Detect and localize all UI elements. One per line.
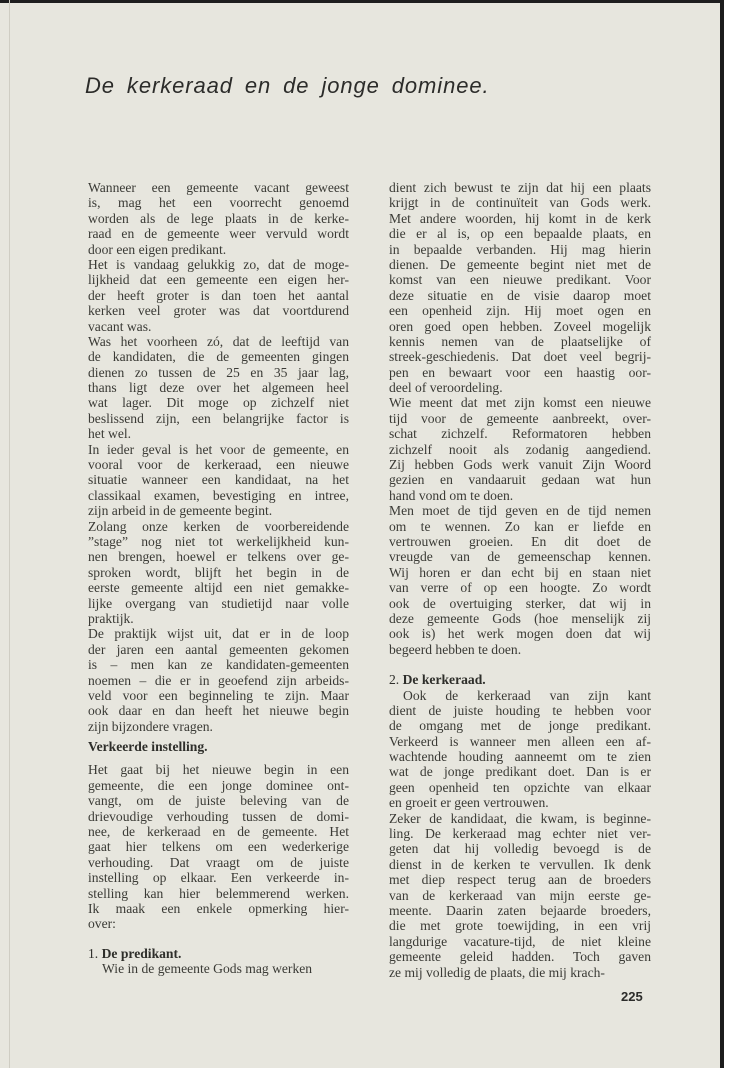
scan-edge-right — [720, 0, 724, 1068]
text-line: begeerd hebben te doen. — [389, 641, 522, 657]
text-line: der jaren een aantal gemeenten gekomen — [88, 641, 349, 657]
section-number: 2. — [389, 672, 400, 688]
text-line: In ieder geval is het voor de gemeente, en — [88, 441, 349, 457]
paragraph — [88, 762, 349, 931]
paragraph — [88, 519, 349, 627]
text-line: ”stage” nog niet tot werkelijkheid kun- — [88, 533, 349, 549]
text-line: thans ligt deze over het algemeen heel — [88, 380, 349, 396]
text-line: worden als de lege plaats in de kerke- — [88, 210, 349, 226]
text-line: in bepaalde verbanden. Hij mag hierin — [389, 241, 651, 257]
text-line: een openheid zijn. Hij moet ogen en — [389, 303, 651, 319]
text-line: tijd voor de gemeente aanbreekt, over- — [389, 410, 651, 426]
text-line: ook daar en dan heeft het nieuwe begin — [88, 703, 349, 719]
text-line: vreugde van de gemeenschap kennen. — [389, 549, 651, 565]
text-line: vacant was. — [88, 318, 152, 334]
text-line: Ik maak een enkele opmerking hier- — [88, 900, 349, 916]
text-line: kerken veel groter was dat voortdurend — [88, 303, 349, 319]
page-number: 225 — [621, 989, 643, 1004]
text-line: die met grote toewijding, in een vrij — [389, 918, 651, 934]
text-line: De praktijk wijst uit, dat er in de loop — [88, 626, 349, 642]
text-line: dienen. De gemeente begint niet met de — [389, 256, 651, 272]
paragraph — [88, 257, 349, 334]
text-line: vooral voor de kerkeraad, een nieuwe — [88, 457, 349, 473]
text-line: wat lager. Dit moge op zichzelf niet — [88, 395, 349, 411]
text-line: dient zich bewust te zijn dat hij een plaats — [389, 180, 651, 195]
text-line: Men moet de tijd geven en de tijd nemen — [389, 503, 651, 519]
paragraph — [88, 180, 349, 257]
section-title: De predikant. — [101, 945, 182, 961]
text-line: van verre of op een hoogte. Zo wordt — [389, 580, 651, 596]
text-line: Het is vandaag gelukkig zo, dat de moge- — [88, 256, 349, 272]
text-line: door een eigen predikant. — [88, 241, 227, 257]
left-paragraphs — [88, 180, 349, 734]
text-line: geten dat hij volledig bevoegd is de — [389, 841, 651, 857]
text-line: gemeente geleid hadden. Toch gaven — [389, 949, 651, 965]
text-line: situatie wanneer een kandidaat, na het — [88, 472, 349, 488]
text-line: classikaal examen, bevestiging en intree, — [88, 487, 349, 503]
text-line: de kandidaten, die de gemeenten gingen — [88, 349, 349, 365]
text-line: Wij horen er dan echt bij en staan niet — [389, 564, 651, 580]
text-line: Zolang onze kerken de voorbereidende — [88, 518, 349, 534]
text-line: is, mag het een voorrecht genoemd — [88, 195, 349, 211]
text-line: Zeker de kandidaat, die kwam, is beginne- — [389, 810, 651, 826]
text-line: Wie in de gemeente Gods mag werken — [102, 961, 313, 977]
text-line: zijn bijzondere vragen. — [88, 718, 213, 734]
paragraph — [389, 180, 651, 395]
scan-edge-left — [9, 0, 10, 1068]
text-line: lijkheid dat een gemeente een eigen her- — [88, 272, 349, 288]
right-column — [389, 180, 651, 980]
text-line: pen en bewaart voor een haastig oor- — [389, 364, 651, 380]
text-line: ling. De kerkeraad mag echter niet ver- — [389, 826, 651, 842]
text-line: drievoudige verhouding tussen de domi- — [88, 808, 349, 824]
text-line: meente. Daarin zaten bejaarde broeders, — [389, 902, 651, 918]
text-line: deel of veroordeling. — [389, 380, 503, 396]
text-line: wat de jonge predikant doet. Dan is er — [389, 764, 651, 780]
paragraph — [88, 762, 349, 931]
text-line: noemen – die er in geoefend zijn arbeids- — [88, 672, 349, 688]
text-line: Zij hebben Gods werk vanuit Zijn Woord — [389, 457, 651, 473]
text-line: over: — [88, 916, 116, 932]
text-line: komst van een nieuwe predikant. Voor — [389, 272, 651, 288]
text-line: het wel. — [88, 426, 132, 442]
text-line: en groeit er geen vertrouwen. — [389, 795, 549, 811]
section-heading-verkeerde-instelling: Verkeerde instelling. — [88, 739, 208, 755]
text-line: verhouding. Dat vraagt om de juiste — [88, 854, 349, 870]
text-line: ze mij volledig de plaats, die mij krach- — [389, 964, 605, 980]
text-line: streek-geschiedenis. Dat doet veel begrij- — [389, 349, 651, 365]
text-line: stelling kan hier belemmerend werken. — [88, 885, 349, 901]
section-title: De kerkeraad. — [402, 672, 486, 688]
text-line: Met andere woorden, hij komt in de kerk — [389, 210, 651, 226]
text-line: Wie meent dat met zijn komst een nieuwe — [389, 395, 651, 411]
text-line: hand vond om te doen. — [389, 487, 514, 503]
text-line: deze situatie en de visie daarop moet — [389, 287, 651, 303]
paragraph — [389, 811, 651, 980]
section-heading-predikant — [88, 946, 349, 961]
text-line: om te wennen. Zo kan er liefde en — [389, 518, 651, 534]
text-line: veld voor een beginneling te zijn. Maar — [88, 687, 349, 703]
paragraph — [88, 334, 349, 442]
text-line: beslissend zijn, een belangrijke factor is — [88, 410, 349, 426]
text-line: Ook de kerkeraad van zijn kant — [403, 687, 651, 703]
section-heading-kerkeraad — [389, 672, 651, 687]
text-line: nen brengen, hoewel er telkens over ge- — [88, 549, 349, 565]
paragraph — [88, 442, 349, 519]
text-line: gaat hier telkens om een wederkerige — [88, 839, 349, 855]
text-line: krijgt in de continuïteit van Gods werk. — [389, 195, 651, 211]
text-line: lijke overgang van studietijd naar volle — [88, 595, 349, 611]
text-line: eerste gemeente altijd een niet gemakke- — [88, 580, 349, 596]
text-line: raad en de gemeente weer vervuld wordt — [88, 226, 349, 242]
text-line: wachtende houding aanneemt om te zien — [389, 749, 651, 765]
article-title: De kerkeraad en de jonge dominee. — [85, 73, 490, 98]
text-line: dient de juiste houding te hebben voor — [389, 702, 651, 718]
paragraph — [389, 395, 651, 503]
text-line: dienst in de kerken te vervullen. Ik denk — [389, 856, 651, 872]
text-line: dienen zo tussen de 25 en 35 jaar lag, — [88, 364, 349, 380]
text-line: vertrouwen groeien. En dit doet de — [389, 533, 651, 549]
left-column — [88, 180, 349, 977]
text-line: kennis nemen van de plaatselijke of — [389, 333, 651, 349]
text-line: die er al is, op een bepaalde plaats, en — [389, 226, 651, 242]
text-line: oren goed open hebben. Zoveel mogelijk — [389, 318, 651, 334]
right-paragraphs — [389, 180, 651, 657]
text-line: zichzelf nooit als zodanig aangediend. — [389, 441, 651, 457]
text-line: is – men kan ze kandidaten-gemeenten — [88, 657, 349, 673]
text-line: gemeente, die een jonge dominee ont- — [88, 777, 349, 793]
paragraph — [389, 688, 651, 811]
section2-paragraphs — [389, 688, 651, 980]
text-line: der heeft groter is dan toen het aantal — [88, 287, 349, 303]
text-line: vangt, om de juiste beleving van de — [88, 793, 349, 809]
text-line: de omgang met de jonge predikant. — [389, 718, 651, 734]
text-line: zijn arbeid in de gemeente begint. — [88, 503, 273, 519]
text-line: Wanneer een gemeente vacant geweest — [88, 180, 349, 195]
text-line: praktijk. — [88, 610, 134, 626]
text-line: schat zichzelf. Reformatoren hebben — [389, 426, 651, 442]
text-line: instelling op elkaar. Een verkeerde in- — [88, 870, 349, 886]
text-line: van de kerkeraad van mijn eerste ge- — [389, 887, 651, 903]
text-line: deze gemeente Gods (hoe menselijk zij — [389, 610, 651, 626]
text-line: nee, de kerkeraad en de gemeente. Het — [88, 824, 349, 840]
text-line: sproken wordt, blijft het begin in de — [88, 564, 349, 580]
text-line: Verkeerd is wanneer men alleen een af- — [389, 733, 651, 749]
paragraph — [88, 626, 349, 734]
text-line: langdurige vacature-tijd, de niet kleine — [389, 933, 651, 949]
text-line: met diep respect terug aan de broeders — [389, 872, 651, 888]
text-line: gezien en vandaaruit gedaan wat hun — [389, 472, 651, 488]
text-line: geen openheid ten opzichte van elkaar — [389, 779, 651, 795]
section-number: 1. — [88, 945, 99, 961]
text-line: Was het voorheen zó, dat de leeftijd van — [88, 333, 349, 349]
text-line: ook is) het werk mogen doen dat wij — [389, 626, 651, 642]
text-line: Het gaat bij het nieuwe begin in een — [88, 762, 349, 778]
paragraph — [389, 503, 651, 657]
text-line: ook de overtuiging sterker, dat wij in — [389, 595, 651, 611]
